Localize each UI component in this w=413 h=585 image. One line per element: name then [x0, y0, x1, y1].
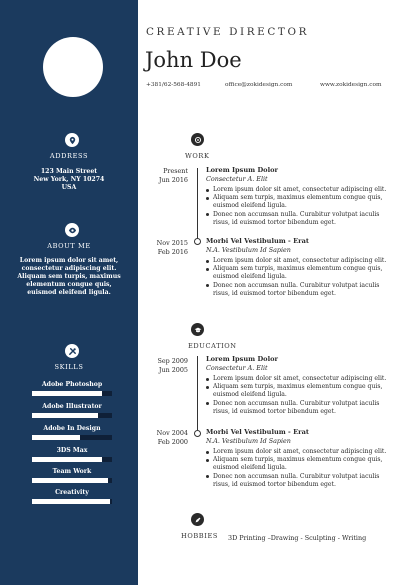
about-line: Aliquam sem turpis, maximus	[17, 273, 121, 280]
skill-label: Team Work	[52, 468, 92, 475]
education-heading: EDUCATION	[188, 342, 237, 350]
date-to: Jun 2016	[158, 176, 188, 184]
bullet-item: Donec non accumsan nulla. Curabitur volutpat iaculis risus, id euismod tortor bibendum eget.	[206, 211, 391, 227]
skill-label: 3DS Max	[56, 447, 88, 454]
skill-bar	[32, 457, 112, 462]
bullet-item: Donec non accumsan nulla. Curabitur volutpat iaculis risus, id euismod tortor bibendum eget.	[206, 473, 391, 489]
work-entry-2	[206, 237, 391, 298]
job-subtitle: Consectetur A. Elit	[206, 175, 268, 183]
degree-subtitle: Consectetur A. Elit	[206, 364, 268, 372]
address-line: New York, NY 10274	[33, 176, 105, 183]
education-entry-1	[206, 355, 391, 416]
bullet-item: Donec non accumsan nulla. Curabitur volutpat iaculis risus, id euismod tortor bibendum eget.	[206, 282, 391, 298]
skill-label: Creativity	[55, 489, 89, 496]
about-line: Lorem ipsum dolor sit amet,	[19, 257, 119, 264]
website-link: www.zokidesign.com	[320, 82, 382, 88]
skill-bar-fill	[32, 413, 98, 418]
about-line: euismod eleifend ligula.	[27, 289, 111, 296]
skills-heading: SKILLS	[54, 363, 84, 371]
skill-item	[32, 488, 112, 504]
bullet-list	[206, 448, 391, 489]
eye-icon	[65, 223, 79, 237]
bullet-item: Aliquam sem turpis, maximus elementum congue quis, euismod eleifend ligula.	[206, 194, 391, 210]
work-entry-1	[206, 166, 391, 227]
bullet-item: Lorem ipsum dolor sit amet, consectetur adipiscing elit.	[206, 257, 391, 265]
bullet-item: Aliquam sem turpis, maximus elementum congue quis, euismod eleifend ligula.	[206, 383, 391, 399]
skill-bar-fill	[32, 391, 102, 396]
location-pin-icon	[65, 133, 79, 147]
date-to: Feb 2000	[157, 438, 188, 446]
about-line: elementum congue quis,	[26, 281, 112, 288]
job-title: Morbi Vel Vestibulum - Erat	[206, 237, 309, 245]
person-name: John Doe	[145, 48, 242, 72]
bullet-list	[206, 257, 391, 298]
skill-bar-fill	[32, 435, 80, 440]
timeline-line	[197, 356, 198, 430]
skill-bar	[32, 478, 112, 483]
profile-photo	[43, 37, 103, 97]
degree-title: Lorem Ipsum Dolor	[206, 355, 278, 363]
skill-label: Adobe In Design	[43, 425, 101, 432]
job-title: Lorem Ipsum Dolor	[206, 166, 278, 174]
timeline-dot	[194, 430, 201, 437]
bullet-item: Lorem ipsum dolor sit amet, consectetur adipiscing elit.	[206, 448, 391, 456]
about-heading: ABOUT ME	[47, 242, 91, 250]
degree-title: Morbi Vel Vestibulum - Erat	[206, 428, 309, 436]
skill-bar	[32, 499, 112, 504]
bullet-list	[206, 186, 391, 227]
education-date-1	[140, 357, 188, 375]
skill-bar-fill	[32, 457, 102, 462]
date-from: Nov 2015	[156, 239, 188, 247]
date-from: Present	[163, 167, 188, 175]
job-subtitle: N.A. Vestibulum Id Sapien	[206, 246, 291, 254]
education-date-2	[140, 429, 188, 447]
skill-item	[32, 424, 112, 440]
address-text	[10, 168, 128, 192]
skill-bar-fill	[32, 478, 108, 483]
hobbies-heading: HOBBIES	[181, 532, 218, 540]
bullet-item: Lorem ipsum dolor sit amet, consectetur adipiscing elit.	[206, 186, 391, 194]
date-from: Nov 2004	[156, 429, 188, 437]
hobbies-text: 3D Printing –Drawing - Sculpting - Writing	[228, 534, 367, 542]
graduation-cap-icon	[191, 323, 204, 336]
skill-item	[32, 380, 112, 396]
skill-bar	[32, 391, 112, 396]
skill-bar	[32, 413, 112, 418]
timeline-dot	[194, 238, 201, 245]
bullet-item: Aliquam sem turpis, maximus elementum congue quis, euismod eleifend ligula.	[206, 265, 391, 281]
date-to: Jun 2005	[158, 366, 188, 374]
about-text	[10, 257, 128, 297]
date-from: Sep 2009	[157, 357, 188, 365]
address-line: 123 Main Street	[40, 168, 98, 175]
phone-number: +381/62-568-4891	[146, 82, 201, 88]
skill-bar-fill	[32, 499, 110, 504]
address-heading: ADDRESS	[49, 152, 89, 160]
tools-icon	[65, 344, 79, 358]
target-icon	[191, 133, 204, 146]
pen-nib-icon	[191, 513, 204, 526]
work-date-1	[140, 167, 188, 185]
bullet-item: Donec non accumsan nulla. Curabitur volutpat iaculis risus, id euismod tortor bibendum eget.	[206, 400, 391, 416]
bullet-item: Aliquam sem turpis, maximus elementum congue quis, euismod eleifend ligula.	[206, 456, 391, 472]
job-role-title: CREATIVE DIRECTOR	[146, 26, 309, 38]
bullet-item: Lorem ipsum dolor sit amet, consectetur adipiscing elit.	[206, 375, 391, 383]
skill-bar	[32, 435, 112, 440]
skill-item	[32, 402, 112, 418]
skill-item	[32, 446, 112, 462]
sidebar	[0, 0, 138, 585]
skill-label: Adobe Photoshop	[41, 381, 103, 388]
work-heading: WORK	[185, 152, 210, 160]
work-date-2	[140, 239, 188, 257]
email-address: office@zokidesign.com	[225, 82, 293, 88]
degree-subtitle: N.A. Vestibulum Id Sapien	[206, 437, 291, 445]
address-line: USA	[61, 184, 77, 191]
about-line: consectetur adipiscing elit.	[21, 265, 117, 272]
date-to: Feb 2016	[157, 248, 188, 256]
skill-label: Adobe Illustrator	[42, 403, 102, 410]
skill-item	[32, 467, 112, 483]
education-entry-2	[206, 428, 391, 489]
bullet-list	[206, 375, 391, 416]
timeline-line	[197, 168, 198, 238]
